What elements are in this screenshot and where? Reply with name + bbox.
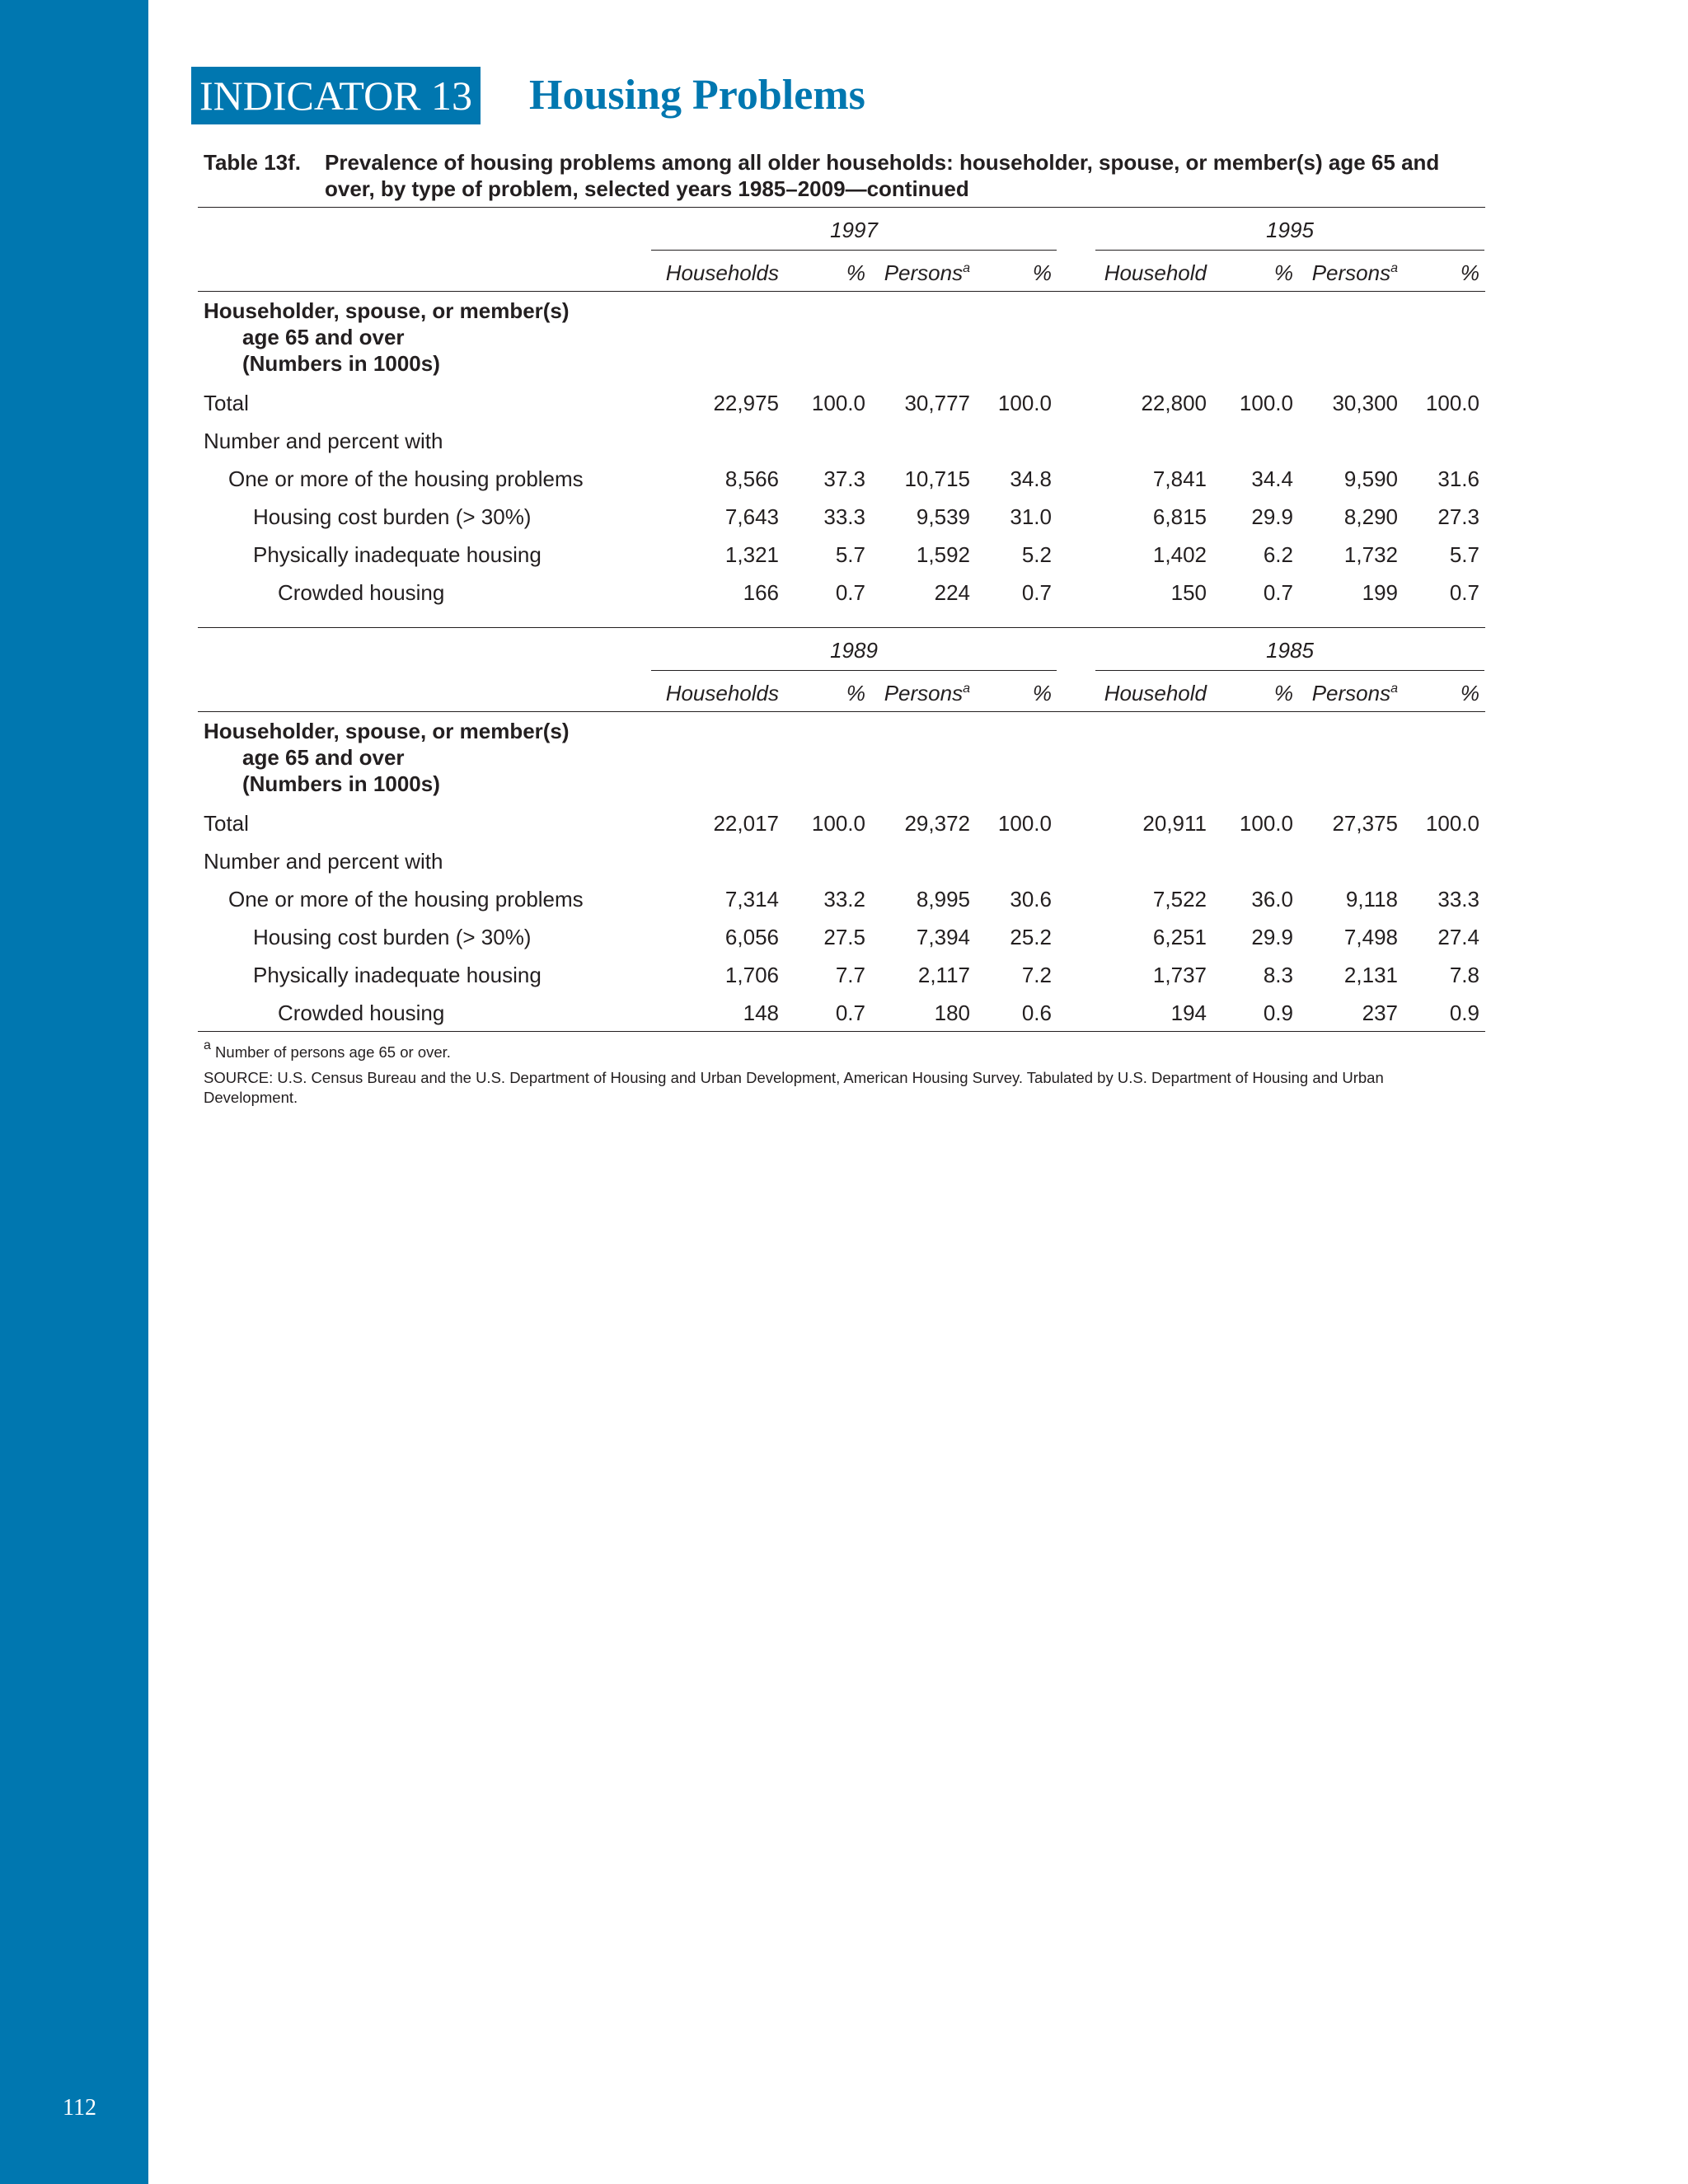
table-cell: 100.0 — [811, 811, 865, 836]
column-header-text: % — [1460, 681, 1479, 705]
table-cell: 199 — [1362, 580, 1398, 605]
table-cell: 30,300 — [1332, 391, 1398, 415]
column-header-text: Persons — [884, 260, 964, 285]
year-group-rule — [1095, 250, 1484, 251]
table-cell: 180 — [934, 1001, 970, 1025]
footnote-marker: a — [1390, 682, 1398, 696]
table-cell: 31.0 — [1010, 504, 1052, 529]
column-header — [1033, 260, 1052, 286]
row-label: Total — [204, 391, 249, 415]
column-header — [1312, 260, 1398, 286]
table-cell: 7,841 — [1152, 466, 1207, 491]
column-header — [1104, 260, 1207, 286]
column-header — [1312, 680, 1398, 706]
table-label: Table 13f. — [204, 150, 302, 175]
table-cell: 0.7 — [835, 1001, 865, 1025]
table-cell: 33.3 — [823, 504, 865, 529]
table-cell: 6.2 — [1263, 542, 1293, 567]
table-cell: 1,706 — [724, 963, 779, 987]
source-note: SOURCE: U.S. Census Bureau and the U.S. Department of Housing and Urban Development, American Housing Survey. Tabulated by U.S. Department of Housing and Urban Development. — [204, 1069, 1384, 1106]
table-cell: 8,566 — [724, 466, 779, 491]
column-header-text: Households — [665, 260, 779, 285]
table-cell: 150 — [1170, 580, 1207, 605]
column-header-text: Persons — [1311, 260, 1391, 285]
table-cell: 0.7 — [835, 580, 865, 605]
table-cell: 22,800 — [1141, 391, 1207, 415]
table-cell: 100.0 — [997, 391, 1052, 415]
table-cell: 0.7 — [1263, 580, 1293, 605]
row-label: One or more of the housing problems — [228, 887, 584, 912]
stub-heading: age 65 and over — [242, 745, 405, 770]
row-label: Number and percent with — [204, 429, 443, 453]
table-cell: 7,314 — [724, 887, 779, 912]
table-cell: 100.0 — [1425, 391, 1479, 415]
section-title: Housing Problems — [529, 72, 865, 119]
column-header-text: % — [1273, 681, 1293, 705]
column-header — [846, 680, 865, 706]
column-header — [1274, 260, 1293, 286]
table-cell: 6,251 — [1152, 925, 1207, 949]
year-header: 1995 — [1266, 218, 1314, 242]
table-cell: 8.3 — [1263, 963, 1293, 987]
row-label: Housing cost burden (> 30%) — [253, 504, 532, 529]
column-header — [1274, 680, 1293, 706]
table-cell: 7.2 — [1021, 963, 1052, 987]
table-cell: 224 — [934, 580, 970, 605]
table-bottom-rule — [198, 1031, 1485, 1032]
page-number: 112 — [63, 2095, 96, 2121]
table-cell: 8,290 — [1343, 504, 1398, 529]
table-cell: 9,590 — [1343, 466, 1398, 491]
table-cell: 34.8 — [1010, 466, 1052, 491]
row-label: Number and percent with — [204, 849, 443, 874]
table-cell: 0.9 — [1449, 1001, 1479, 1025]
table-cell: 166 — [743, 580, 779, 605]
table-cell: 1,592 — [916, 542, 970, 567]
year-header: 1985 — [1266, 638, 1314, 663]
year-group-rule — [651, 250, 1057, 251]
header-bottom-rule — [198, 711, 1485, 712]
table-cell: 7.7 — [835, 963, 865, 987]
column-header-text: % — [846, 260, 865, 285]
table-cell: 27.3 — [1437, 504, 1479, 529]
table-cell: 20,911 — [1142, 811, 1207, 836]
table-cell: 100.0 — [997, 811, 1052, 836]
column-header — [884, 260, 970, 286]
column-header — [1461, 260, 1479, 286]
table-cell: 34.4 — [1251, 466, 1293, 491]
footnote-text: Number of persons age 65 or over. — [215, 1043, 451, 1061]
year-group-rule — [1095, 670, 1484, 671]
table-cell: 30.6 — [1010, 887, 1052, 912]
stub-heading: (Numbers in 1000s) — [242, 771, 440, 796]
footnote-marker: a — [963, 682, 970, 696]
table-cell: 27,375 — [1332, 811, 1398, 836]
column-header — [666, 260, 779, 286]
table-cell: 1,402 — [1152, 542, 1207, 567]
year-group-rule — [651, 670, 1057, 671]
table-cell: 9,539 — [916, 504, 970, 529]
stub-heading: age 65 and over — [242, 325, 405, 349]
table-top-rule — [198, 207, 1485, 208]
table-caption-text: Prevalence of housing problems among all older households: householder, spouse, or member(s) age 65 and over, by type of problem, selected years 1985–2009—continued — [325, 150, 1440, 201]
column-header — [1461, 680, 1479, 706]
stub-heading: Householder, spouse, or member(s) — [204, 719, 570, 743]
table-cell: 7,394 — [916, 925, 970, 949]
table-cell: 1,732 — [1343, 542, 1398, 567]
row-label: One or more of the housing problems — [228, 466, 584, 491]
table-cell: 0.9 — [1263, 1001, 1293, 1025]
column-header-text: % — [1460, 260, 1479, 285]
table-cell: 10,715 — [904, 466, 970, 491]
column-header — [846, 260, 865, 286]
indicator-label: INDICATOR 13 — [191, 67, 481, 124]
year-header: 1989 — [830, 638, 878, 663]
footnote-marker: a — [1390, 261, 1398, 275]
row-label: Crowded housing — [278, 1001, 445, 1025]
table-cell: 0.6 — [1021, 1001, 1052, 1025]
header-bottom-rule — [198, 291, 1485, 292]
column-header-text: % — [1273, 260, 1293, 285]
sidebar-band — [0, 0, 148, 2184]
row-label: Physically inadequate housing — [253, 542, 542, 567]
table-cell: 5.7 — [1449, 542, 1479, 567]
table-cell: 2,131 — [1343, 963, 1398, 987]
table-cell: 2,117 — [917, 963, 970, 987]
table-cell: 29,372 — [904, 811, 970, 836]
table-cell: 9,118 — [1345, 887, 1398, 912]
row-label: Housing cost burden (> 30%) — [253, 925, 532, 949]
column-header-text: % — [1032, 681, 1052, 705]
stub-heading: (Numbers in 1000s) — [242, 351, 440, 376]
table-cell: 7,498 — [1343, 925, 1398, 949]
table-cell: 6,056 — [724, 925, 779, 949]
column-header-text: Household — [1104, 260, 1207, 285]
column-header-text: Household — [1104, 681, 1207, 705]
table-cell: 0.7 — [1021, 580, 1052, 605]
column-header — [884, 680, 970, 706]
table-cell: 33.3 — [1437, 887, 1479, 912]
table-cell: 1,321 — [724, 542, 779, 567]
table-cell: 31.6 — [1437, 466, 1479, 491]
table-cell: 37.3 — [823, 466, 865, 491]
table-cell: 237 — [1362, 1001, 1398, 1025]
table-cell: 1,737 — [1152, 963, 1207, 987]
footnote-marker: a — [963, 261, 970, 275]
column-header-text: Persons — [1311, 681, 1391, 705]
table-cell: 7.8 — [1449, 963, 1479, 987]
table-cell: 22,017 — [713, 811, 779, 836]
table-cell: 27.4 — [1437, 925, 1479, 949]
column-header-text: Persons — [884, 681, 964, 705]
row-label: Crowded housing — [278, 580, 445, 605]
table-cell: 100.0 — [1425, 811, 1479, 836]
table-cell: 36.0 — [1251, 887, 1293, 912]
row-label: Total — [204, 811, 249, 836]
column-header-text: % — [1032, 260, 1052, 285]
table-cell: 0.7 — [1449, 580, 1479, 605]
table-cell: 30,777 — [904, 391, 970, 415]
table-cell: 7,522 — [1152, 887, 1207, 912]
table-cell: 100.0 — [1239, 811, 1293, 836]
column-header — [1104, 680, 1207, 706]
table-cell: 29.9 — [1251, 925, 1293, 949]
column-header — [666, 680, 779, 706]
table-cell: 5.2 — [1021, 542, 1052, 567]
table-cell: 25.2 — [1010, 925, 1052, 949]
footnote — [204, 1038, 1440, 1062]
table-cell: 5.7 — [835, 542, 865, 567]
table-cell: 33.2 — [823, 887, 865, 912]
table-cell: 194 — [1170, 1001, 1207, 1025]
table-cell: 27.5 — [823, 925, 865, 949]
column-header-text: % — [846, 681, 865, 705]
column-header — [1033, 680, 1052, 706]
table-cell: 29.9 — [1251, 504, 1293, 529]
table-cell: 100.0 — [811, 391, 865, 415]
stub-heading: Householder, spouse, or member(s) — [204, 298, 570, 323]
table-cell: 8,995 — [916, 887, 970, 912]
table-cell: 148 — [743, 1001, 779, 1025]
table-cell: 22,975 — [713, 391, 779, 415]
table-top-rule — [198, 627, 1485, 628]
column-header-text: Households — [665, 681, 779, 705]
table-cell: 6,815 — [1152, 504, 1207, 529]
year-header: 1997 — [830, 218, 878, 242]
table-cell: 100.0 — [1239, 391, 1293, 415]
table-cell: 7,643 — [724, 504, 779, 529]
footnote-mark: a — [204, 1038, 211, 1052]
row-label: Physically inadequate housing — [253, 963, 542, 987]
